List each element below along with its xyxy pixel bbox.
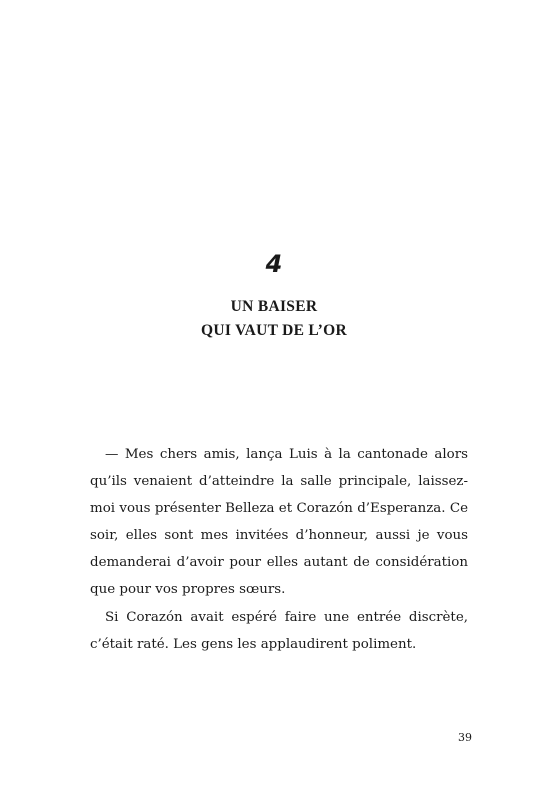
chapter-title-line-1: UN BAISER xyxy=(230,298,318,315)
chapter-title xyxy=(0,295,548,343)
paragraph: — Mes chers amis, lança Luis à la cantonade alors qu’ils venaient d’atteindre la salle principale, laissez-moi vous présenter Belleza et Corazón d’Esperanza. Ce soir, elles sont mes invitées d’honneur, aussi je vous demanderai d’avoir pour elles autant de considération que pour vos propres sœurs. xyxy=(90,447,468,598)
chapter-number: 4 xyxy=(265,250,283,278)
page-number: 39 xyxy=(458,731,472,744)
chapter-title-line-2: QUI VAUT DE L’OR xyxy=(201,322,347,339)
body-text xyxy=(90,441,468,658)
paragraph: Si Corazón avait espéré faire une entrée discrète, c’était raté. Les gens les applaudirent poliment. xyxy=(90,609,468,652)
